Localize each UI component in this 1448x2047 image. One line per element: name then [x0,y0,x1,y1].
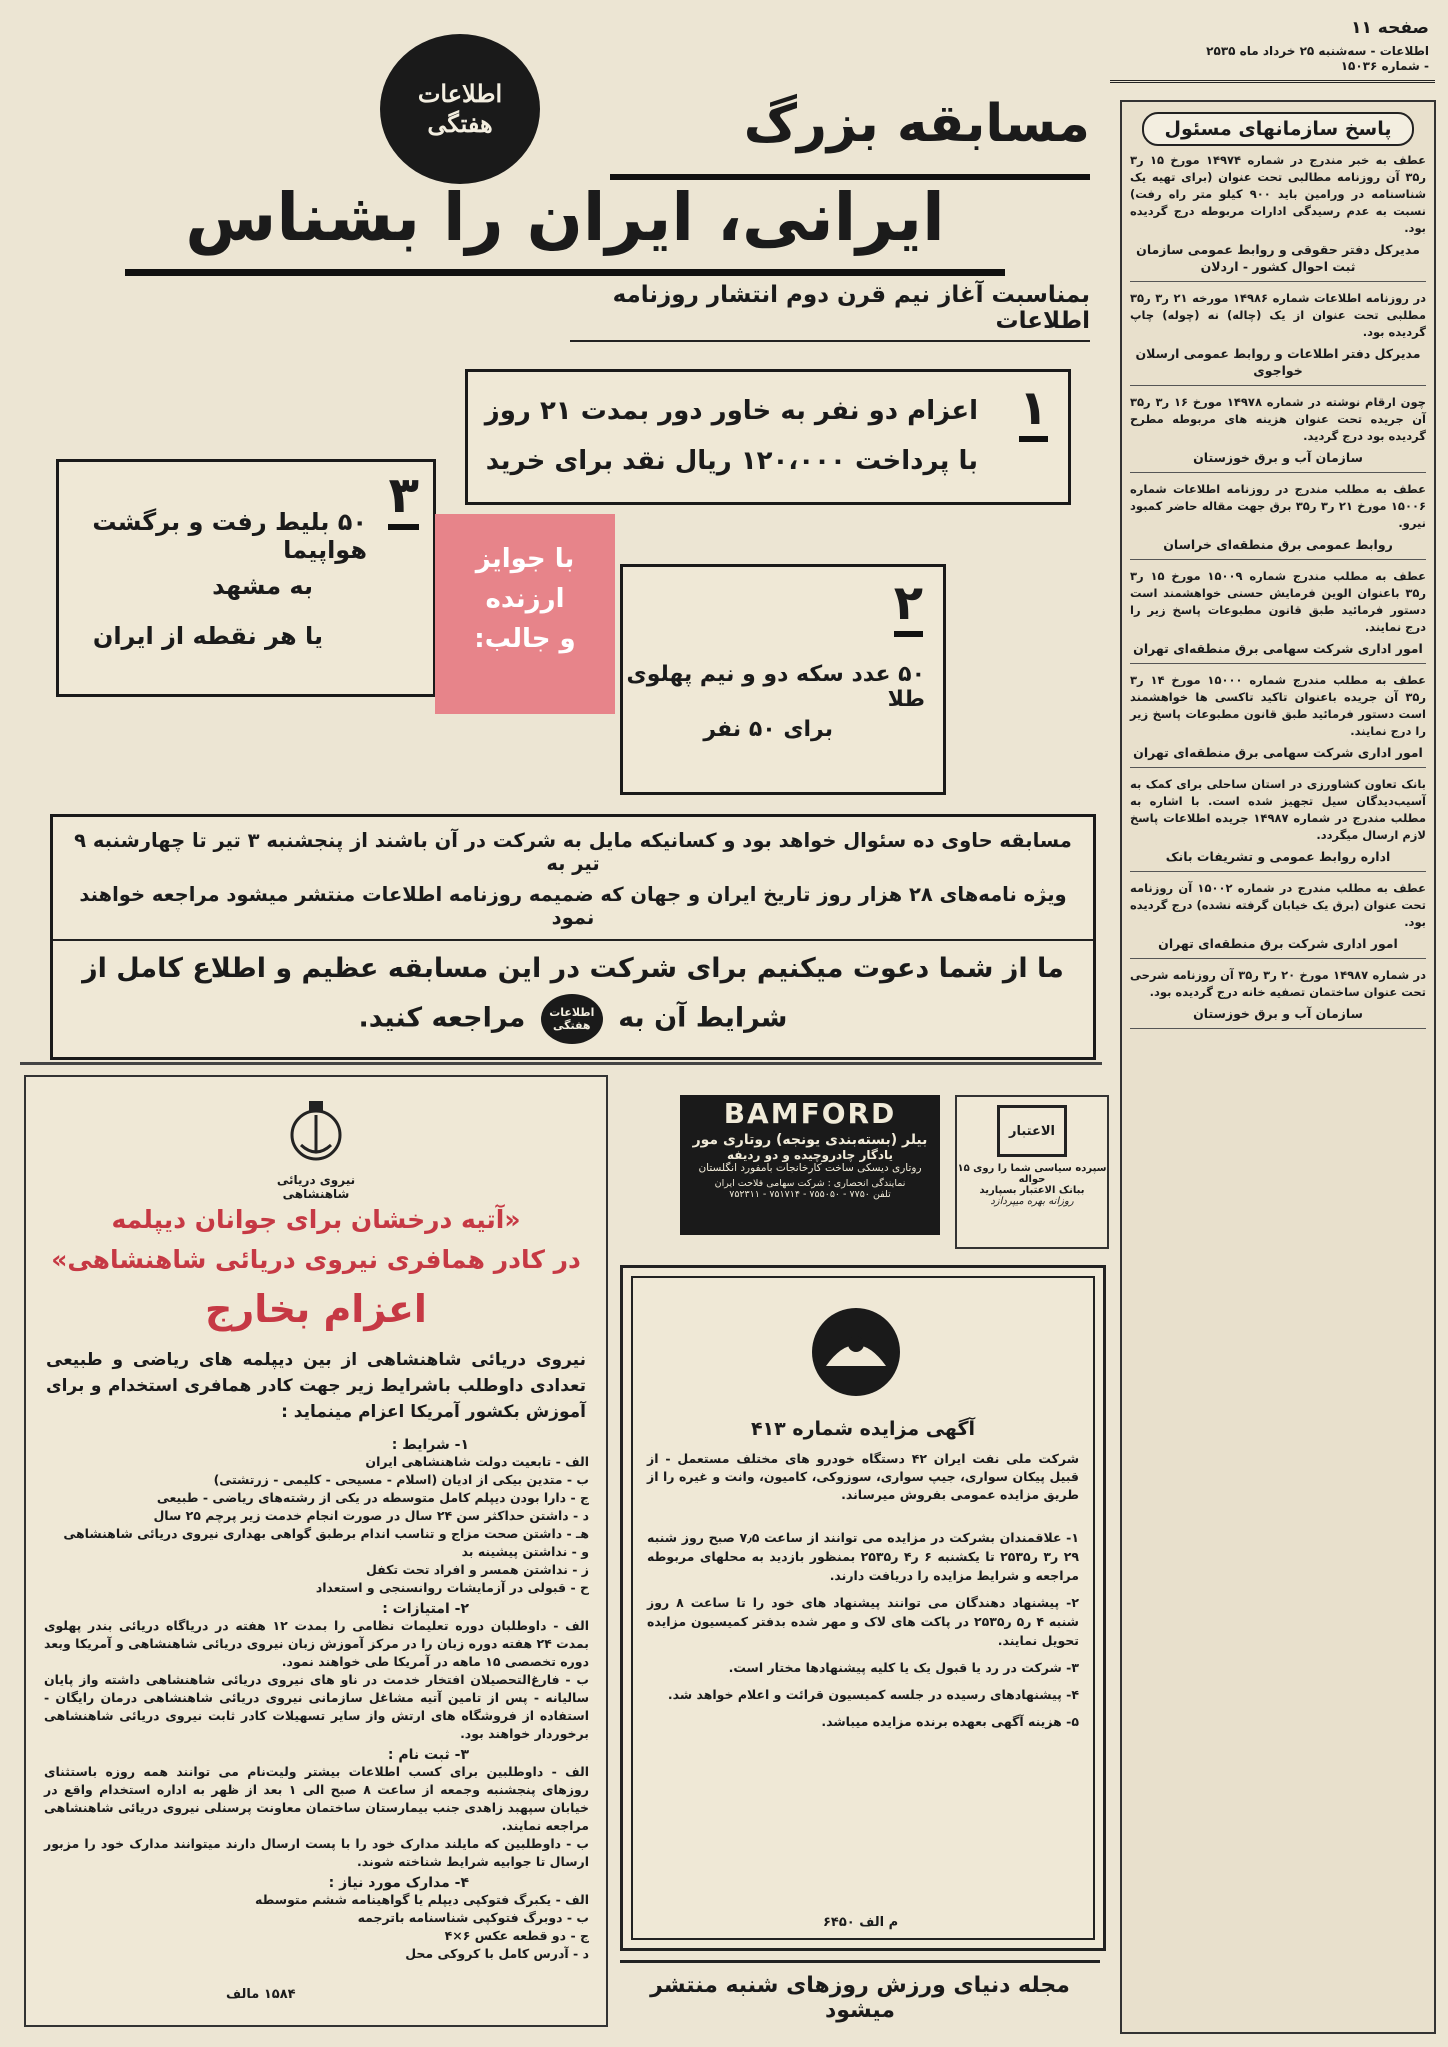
contest-headline-small: مسابقه بزرگ [743,94,1090,154]
navy-list-item: ب - متدین بیکی از ادیان (اسلام - مسیحی - کلیمی - زرتشتی) [213,1472,589,1487]
red-line-1: با جوایز [475,544,575,574]
response-signature: مدیرکل دفتر حقوقی و روابط عمومی سازمان ثبت احوال کشور - اردلان [1136,242,1420,274]
prize-3-box [56,459,436,697]
bamford-brand: BAMFORD [723,1097,897,1130]
weekly-seal-text: اطلاعات هفتگی [417,79,503,138]
response-signature: امور اداری شرکت برق منطقه‌ای تهران [1158,936,1398,951]
response-body: عطف به مطلب مندرج در شماره ۱۵۰۰۲ آن روزنامه تحت عنوان (برق یک خیابان گرفته نشده) درج گردیده بود. [1130,881,1426,929]
prize-2-line-1: ۵۰ عدد سکه دو و نیم پهلوی طلا [626,662,925,712]
navy-sec4-title: ۴- مدارک مورد نیاز : [328,1875,469,1891]
response-item [1130,776,1426,872]
response-body: در شماره ۱۴۹۸۷ مورخ ۲۰ ر۳ ر۳۵ آن روزنامه شرحی تحت عنوان ساختمان تصفیه خانه درج گردیده بود. [1130,968,1427,999]
navy-sec2-title: ۲- امتیازات : [382,1601,469,1617]
response-signature: مدیرکل دفتر اطلاعات و روابط عمومی ارسلان خواجوی [1135,346,1421,378]
contest-subtitle: بمناسبت آغاز نیم قرن دوم انتشار روزنامه اطلاعات [570,282,1090,342]
bamford-line-4: نمایندگی انحصاری : شرکت سهامی فلاحت ایران [714,1178,906,1189]
navy-sec3-list [44,1763,589,1871]
response-item [1130,568,1426,664]
response-signature: امور اداری شرکت سهامی برق منطقه‌ای تهران [1133,641,1423,656]
navy-sec3-title: ۳- ثبت نام : [387,1747,469,1763]
navy-list-item: الف - تابعیت دولت شاهنشاهی ایران [365,1454,589,1469]
auction-item: ۳- شرکت در رد یا قبول یک یا کلیه پیشنهادها مختار است. [728,1660,1079,1675]
bank-logo-text: الاعتبار [1009,1123,1055,1139]
auction-intro: شرکت ملی نفت ایران ۴۲ دستگاه خودرو های مختلف مستعمل - از قبیل پیکان سواری، جیپ سواری، سوزوکی، کامیون، وانت و غیره را از طریق مزایده عمومی بفروش میرساند. [647,1451,1079,1502]
prize-1-line-2: با پرداخت ۱۲۰،۰۰۰ ریال نقد برای خرید [485,446,978,476]
navy-intro: نیروی دریائی شاهنشاهی از بین دیپلمه های ریاضی و طبیعی تعدادی داوطلب باشرایط زیر جهت کادر همافری استخدام و برای آموزش بکشور آمریکا اعزام مینماید : [46,1350,586,1422]
auction-items-list [647,1528,1079,1739]
response-item [1130,967,1426,1029]
sports-magazine-line: مجله دنیای ورزش روزهای شنبه منتشر میشود [620,1960,1100,2023]
contest-ad [30,14,1095,1054]
response-item [1130,394,1426,473]
bamford-line-2: یادگار چادروچیده و دو ردیفه [726,1148,894,1162]
auction-title: آگهی مزایده شماره ۴۱۳ [750,1418,976,1440]
navy-list-item: الف - داوطلبان دوره تعلیمات نظامی را بمدت ۱۲ هفته در دریاگاه دریائی بندر پهلوی بمدت ۲۴ هفته دوره زبان را در مرکز آموزش زبان نیروی دریائی شاهنشاهی و آمریکا وبعد دوره تخصصی ۱۵ ماهه در آمریکا طی خواهند نمود. [44,1618,590,1669]
auction-item: ۵- هزینه آگهی بعهده برنده مزایده میباشد. [821,1714,1079,1729]
rules-line-2: ویژه نامه‌های ۲۸ هزار روز تاریخ ایران و جهان که ضمیمه روزنامه اطلاعات منتشر میشود مراجعه خواهند نمود [79,883,1067,929]
bamford-ad [680,1095,940,1235]
navy-list-item: ج - دارا بودن دیپلم کامل متوسطه در یکی از رشته‌های ریاضی - طبیعی [156,1490,589,1505]
bank-ad [955,1095,1109,1249]
bank-line-1: سپرده سیاسی شما را روی ۱۵ حواله [957,1163,1107,1185]
prize-3-line-1: ۵۰ بلیط رفت و برگشت هواپیما [92,508,367,564]
navy-list-item: ب - داوطلبین که مایلند مدارک خود را با پست ارسال دارند میتوانند مدارک خود را مزبور ارسال تا جوابیه شرایط شناخته شوند. [44,1836,589,1869]
prize-3-number: ۳ [388,466,419,530]
navy-headline-2: در کادر همافری نیروی دریائی شاهنشاهی» [51,1245,581,1274]
prize-3-line-3: یا هر نقطه از ایران [92,622,323,650]
bamford-line-3: روتاری دیسکی ساخت کارخانجات بامفورد انگلستان [698,1162,922,1174]
prize-2-number: ۲ [894,575,923,637]
contest-headline-big: ایرانی، ایران را بشناس [185,179,945,256]
rules-line-1: مسابقه حاوی ده سئوال خواهد بود و کسانیکه مایل به شرکت در آن باشند از پنجشنبه ۳ تیر تا چهارشنبه ۹ تیر به [74,829,1072,875]
response-signature: روابط عمومی برق منطقه‌ای خراسان [1163,537,1393,552]
navy-sec4-list [44,1891,589,1963]
response-item [1130,152,1426,282]
response-body: در روزنامه اطلاعات شماره ۱۴۹۸۶ مورخه ۲۱ ر۳ ر۳۵ مطلبی تحت عنوان از یک (چاله) نه (چوله) چاپ گردیده بود. [1130,291,1427,339]
navy-list-item: د - داشتن حداکثر سن ۲۴ سال در صورت انجام خدمت زیر پرچم ۲۵ سال [153,1508,589,1523]
red-line-2: ارزنده [485,584,565,614]
bank-line-3: روزانه بهره میپردازد [990,1196,1074,1207]
bamford-line-1: بیلر (بسته‌بندی یونجه) روتاری مور [692,1132,928,1148]
red-line-3: و جالب: [474,624,576,654]
responses-title-box [1142,112,1414,146]
navy-list-item: و - نداشتن پیشینه بد [461,1544,589,1559]
navy-sec1-list [44,1453,589,1597]
weekly-seal-logo [380,34,540,184]
invite-line-1: ما از شما دعوت میکنیم برای شرکت در این مسابقه عظیم و اطلاع کامل از [82,953,1064,984]
weekly-seal-small [541,994,603,1044]
auction-ad-inner [631,1276,1095,1940]
response-body: عطف به خبر مندرج در شماره ۱۴۹۷۴ مورخ ۱۵ ر۳ ر۳۵ آن روزنامه مطالبی تحت عنوان (برای تهیه یک شناسنامه در ورامین باید ۹۰۰ کیلو متر راه رفت) نسبت به عدم رسیدگی ادارات مربوطه درج گردیده بود. [1130,153,1427,235]
navy-list-item: الف - یکبرگ فتوکپی دیپلم یا گواهینامه ششم متوسطه [255,1892,589,1907]
navy-list-item: ب - فارغ‌التحصیلان افتخار خدمت در ناو های نیروی دریائی شاهنشاهی داشته واز پایان سالیانه - پس از تامین آتیه مشاغل سازمانی نیروی دریائی شاهنشاهی درمان رایگان - استفاده از فروشگاه های ارتش واز سایر تسهیلات کادر ثابت نیروی دریائی شاهنشاهی برخوردار خواهند بود. [44,1672,589,1741]
page-number: صفحه ۱۱ [1351,18,1429,38]
navy-emblem-icon [281,1097,351,1167]
navy-ad [24,1075,608,2027]
navy-sec1-title: ۱- شرایط : [391,1437,469,1453]
auction-item: ۴- پیشنهادهای رسیده در جلسه کمیسیون قرائت و اعلام خواهد شد. [667,1687,1079,1702]
bamford-phones: تلفن ۷۷۵۰ - ۷۵۵۰۵۰ - ۷۵۱۷۱۴ - ۷۵۲۳۱۱ [729,1189,891,1200]
response-signature: سازمان آب و برق خوزستان [1193,450,1363,465]
prizes-red-panel [435,514,615,714]
response-body: عطف به مطلب مندرج در روزنامه اطلاعات شماره ۱۵۰۰۶ مورخ ۲۱ ر۳ ر۳۵ برق جهت مقاله حاضر کمبود نیرو. [1130,482,1427,530]
invite-line-2 [65,994,1081,1044]
prize-1-number: ۱ [1019,380,1048,442]
bank-logo [997,1105,1067,1157]
invite-line-2a: شرایط آن به [618,1002,788,1034]
response-item [1130,672,1426,768]
prize-2-box [620,564,946,795]
auction-item: ۲- پیشنهاد دهندگان می توانند پیشنهاد های خود را تا ساعت ۸ روز شنبه ۴ ر۵ ر۲۵۳۵ در پاکت های لاک و مهر شده بدفتر کمیسیون مزایده تحویل نمایند. [647,1595,1079,1648]
navy-list-item: د - آدرس کامل با کروکی محل [405,1946,589,1961]
response-signature: امور اداری شرکت سهامی برق منطقه‌ای تهران [1133,745,1423,760]
response-signature: اداره روابط عمومی و تشریفات بانک [1165,849,1391,864]
response-body: عطف به مطلب مندرج شماره ۱۵۰۰۹ مورخ ۱۵ ر۳ ر۳۵ باعنوان الوین فرمایش حسنی خواهشمند است دستور فرمائید طبق قانون مطبوعات پاسخ زیر را درج نمایند. [1130,569,1426,634]
navy-ad-code: ۱۵۸۴ مالف [226,1987,296,2002]
responses-title: پاسخ سازمانهای مسئول [1164,118,1392,140]
invite-line-2b: مراجعه کنید. [358,1002,526,1034]
response-item [1130,481,1426,560]
page-header [1110,14,1435,83]
navy-list-item: ج - دو قطعه عکس ۶×۴ [444,1928,589,1943]
navy-headline-1: «آتیه درخشان برای جوانان دیپلمه [111,1205,521,1234]
headline-underline-long [125,269,1005,276]
navy-sec2-list [44,1617,589,1743]
navy-list-item: ح - قبولی در آزمایشات روانسنجی و استعداد [315,1580,589,1595]
bank-line-2: ببانک الاعتبار بسپارید [979,1185,1085,1196]
prize-3-line-2: به مشهد [212,572,313,600]
section-divider [20,1062,1102,1065]
response-body: بانک تعاون کشاورزی در استان ساحلی برای کمک به آسیب‌دیدگان سیل تجهیز شده است. با اشاره به مطلب مندرج در شماره ۱۴۹۸۷ جریده اطلاعات پاسخ لازم ارسال میگردد. [1130,777,1426,842]
auction-item: ۱- علاقمندان بشرکت در مزایده می توانند از ساعت ۷٫۵ صبح روز شنبه ۲۹ ر۳ ر۲۵۳۵ تا یکشنبه ۶ ر۴ ر۲۵۳۵ بمنظور بازدید به محلهای مربوطه مراجعه و شرایط مزایده را دریافت دارند. [647,1530,1079,1583]
response-body: عطف به مطلب مندرج شماره ۱۵۰۰۰ مورخ ۱۴ ر۳ ر۳۵ آن جریده باعنوان تاکید تاکسی ها خواهشمند است دستور فرمائید طبق قانون مطبوعات پاسخ زیر را درج نمایند. [1130,673,1426,738]
contest-rules-box [50,814,1096,1060]
auction-ad [620,1265,1106,1951]
navy-list-item: ب - دوبرگ فتوکپی شناسنامه باترجمه [357,1910,589,1925]
prize-1-box [465,369,1071,505]
navy-headline-3: اعزام بخارج [205,1287,427,1331]
response-signature: سازمان آب و برق خوزستان [1193,1006,1363,1021]
navy-list-item: ز - نداشتن همسر و افراد تحت تکفل [366,1562,589,1577]
navy-emblem-caption: نیروی دریائی شاهنشاهی [276,1173,356,1201]
navy-list-item: هـ - داشتن صحت مزاج و تناسب اندام برطبق گواهی بهداری نیروی دریائی شاهنشاهی [63,1526,589,1541]
auction-code: م الف ۶۴۵۰ [823,1915,899,1930]
prize-1-line-1: اعزام دو نفر به خاور دور بمدت ۲۱ روز [484,396,978,426]
responses-column [1120,100,1436,2034]
navy-list-item: الف - داوطلبین برای کسب اطلاعات بیشتر ولیت‌نام می توانند همه روزه باستثنای روزهای پنجشنبه وجمعه از ساعت ۸ صبح الی ۱ بعد از ظهر به اداره استخدام واقع در خیابان سپهبد زاهدی جنب بیمارستان ساختمان معاونت پرسنلی نیروی دریائی شاهنشاهی مراجعه نمایند. [44,1764,589,1833]
issue-date-line: اطلاعات - سه‌شنبه ۲۵ خرداد ماه ۲۵۳۵ - شماره ۱۵۰۳۶ [1206,44,1429,73]
nioc-logo-icon [808,1304,904,1400]
response-item [1130,880,1426,959]
response-body: چون ارقام نوشته در شماره ۱۴۹۷۸ مورخ ۱۶ ر۳ ر۳۵ آن جریده تحت عنوان هزینه های مربوطه مطرح گردیده بود درج گردید. [1130,395,1426,443]
response-item [1130,290,1426,386]
responses-list [1122,152,1434,1029]
prize-2-line-2: برای ۵۰ نفر [703,717,833,742]
navy-body [44,1437,589,1963]
weekly-seal-small-text: اطلاعات هفتگی [549,1006,595,1032]
